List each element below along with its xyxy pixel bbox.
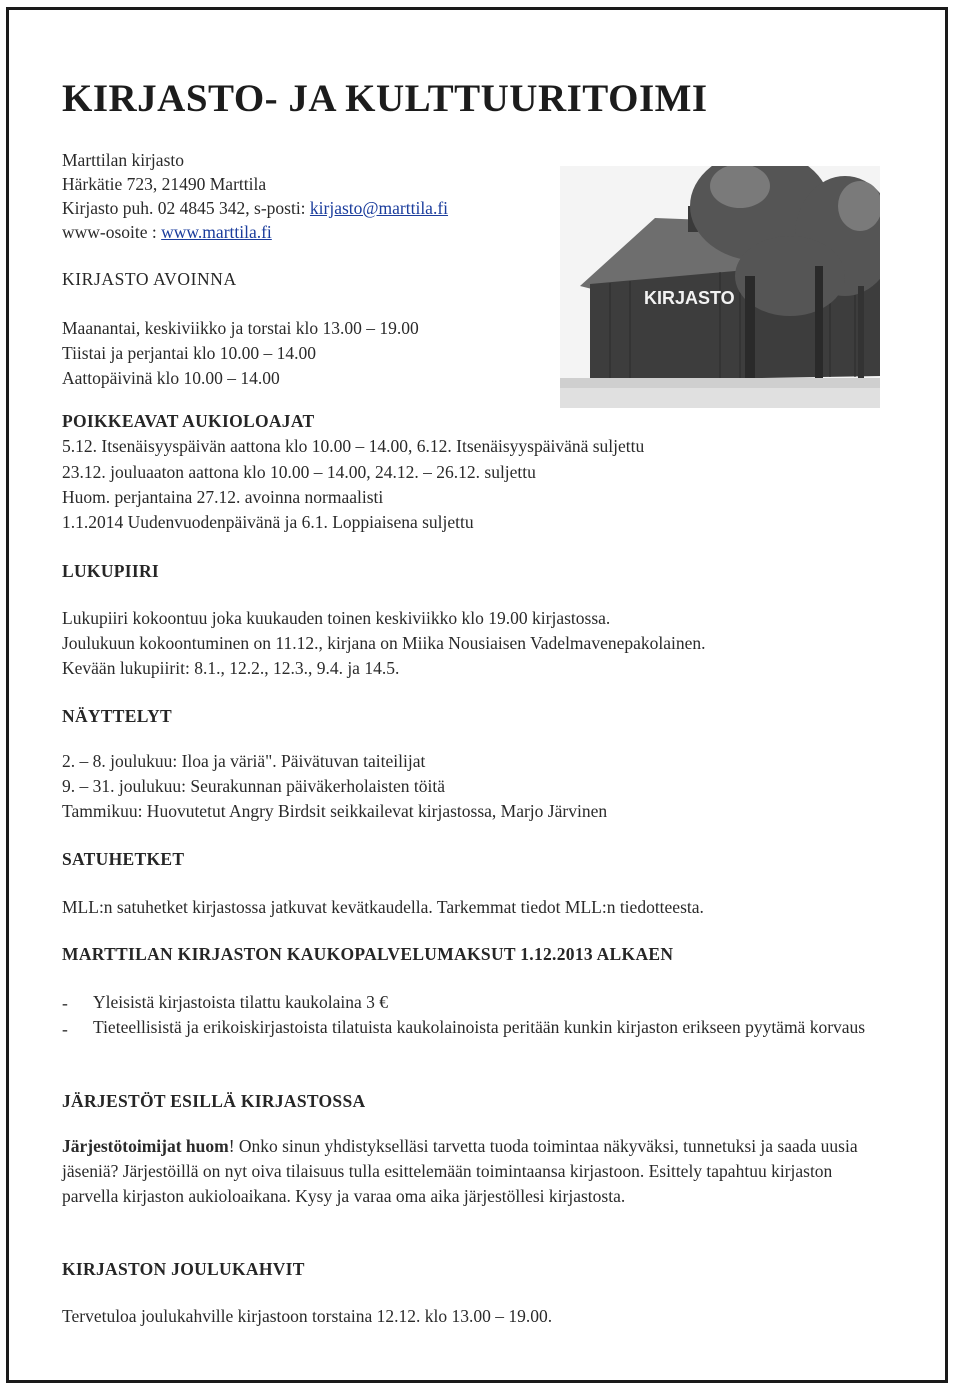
fees-item-1: Yleisistä kirjastoista tilattu kaukolaina 3 € — [93, 992, 389, 1012]
library-building-photo — [560, 166, 880, 408]
website-link[interactable]: www.marttila.fi — [161, 222, 272, 242]
fees-heading: MARTTILAN KIRJASTON KAUKOPALVELUMAKSUT 1.12.2013 ALKAEN — [62, 944, 674, 964]
email-link[interactable]: kirjasto@marttila.fi — [309, 198, 449, 218]
fees-bullet-2: - — [62, 1019, 68, 1039]
exceptions-line-3: Huom. perjantaina 27.12. avoinna normaalisti — [62, 487, 384, 507]
open-hours-line-1: Maanantai, keskiviikko ja torstai klo 13.00 – 19.00 — [62, 318, 419, 338]
exceptions-line-2: 23.12. jouluaaton aattona klo 10.00 – 14.00, 24.12. – 26.12. suljettu — [62, 462, 536, 482]
organizations-heading: JÄRJESTÖT ESILLÄ KIRJASTOSSA — [62, 1091, 366, 1111]
library-address: Härkätie 723, 21490 Marttila — [62, 174, 267, 194]
library-name: Marttilan kirjasto — [62, 150, 184, 170]
exhibitions-line-3: Tammikuu: Huovutetut Angry Birdsit seikkailevat kirjastossa, Marjo Järvinen — [62, 801, 608, 821]
open-hours-line-2: Tiistai ja perjantai klo 10.00 – 14.00 — [62, 343, 317, 363]
exhibitions-line-2: 9. – 31. joulukuu: Seurakunnan päiväkerholaisten töitä — [62, 776, 445, 796]
exceptions-heading: POIKKEAVAT AUKIOLOAJAT — [62, 411, 315, 431]
organizations-lead: Järjestötoimijat huom — [62, 1136, 229, 1156]
exhibitions-heading: NÄYTTELYT — [62, 706, 173, 726]
exceptions-line-1: 5.12. Itsenäisyyspäivän aattona klo 10.00 – 14.00, 6.12. Itsenäisyyspäivänä suljettu — [62, 436, 645, 456]
storytime-text: MLL:n satuhetket kirjastossa jatkuvat kevätkaudella. Tarkemmat tiedot MLL:n tiedotteesta. — [62, 897, 704, 917]
christmas-coffee-text: Tervetuloa joulukahville kirjastoon torstaina 12.12. klo 13.00 – 19.00. — [62, 1306, 553, 1326]
organizations-text — [62, 1134, 882, 1209]
organizations-body: ! Onko sinun yhdistykselläsi tarvetta tuoda toimintaa näkyväksi, tunnetuksi ja saada uusia jäseniä? Järjestöillä on nyt oiva tilaisuus tulla esittelemään toimintaansa kirjastoon. Esittely tapahtuu kirjaston parvella kirjaston aukioloaikana. Kysy ja varaa oma aika järjestöllesi kirjastosta. — [62, 1136, 858, 1206]
open-hours-line-3: Aattopäivinä klo 10.00 – 14.00 — [62, 368, 280, 388]
christmas-coffee-heading: KIRJASTON JOULUKAHVIT — [62, 1259, 305, 1279]
fees-bullet-1: - — [62, 993, 68, 1013]
open-hours-heading: KIRJASTO AVOINNA — [62, 269, 237, 289]
reading-circle-line-1: Lukupiiri kokoontuu joka kuukauden toinen keskiviikko klo 19.00 kirjastossa. — [62, 608, 611, 628]
library-website — [62, 221, 272, 243]
library-phone-email — [62, 197, 448, 219]
reading-circle-line-3: Kevään lukupiirit: 8.1., 12.2., 12.3., 9.4. ja 14.5. — [62, 658, 400, 678]
storytime-heading: SATUHETKET — [62, 849, 185, 869]
exceptions-line-4: 1.1.2014 Uudenvuodenpäivänä ja 6.1. Loppiaisena suljettu — [62, 512, 474, 532]
reading-circle-heading: LUKUPIIRI — [62, 561, 160, 581]
reading-circle-line-2: Joulukuun kokoontuminen on 11.12., kirjana on Miika Nousiaisen Vadelmavenepakolainen. — [62, 633, 706, 653]
fees-item-2: Tieteellisistä ja erikoiskirjastoista tilatuista kaukolainoista peritään kunkin kirjaston erikseen pyytämä korvaus — [93, 1017, 866, 1037]
phone-text: Kirjasto puh. 02 4845 342, s-posti: — [62, 198, 310, 218]
building-sign-text: KIRJASTO — [644, 288, 735, 308]
page-title: KIRJASTO- JA KULTTUURITOIMI — [62, 77, 708, 120]
exhibitions-line-1: 2. – 8. joulukuu: Iloa ja väriä". Päivätuvan taiteilijat — [62, 751, 426, 771]
web-label: www-osoite : — [62, 222, 162, 242]
